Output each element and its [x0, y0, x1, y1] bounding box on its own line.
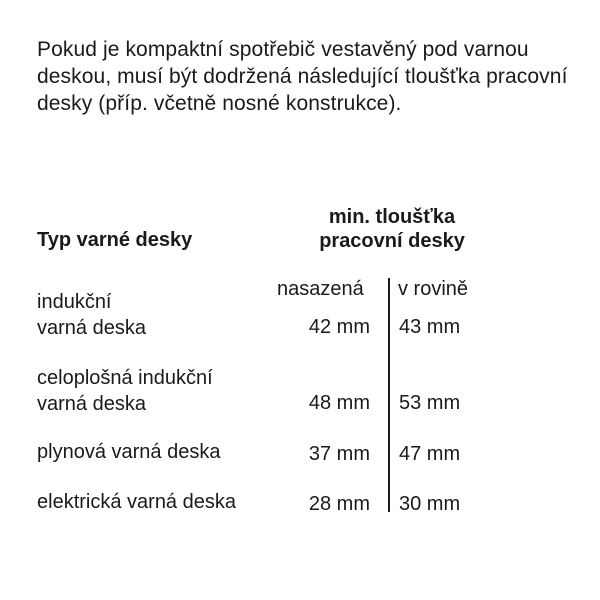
column-header-inset: nasazená — [277, 278, 364, 300]
value-electric-flush: 30 mm — [399, 493, 461, 515]
row-label-line2: varná deska — [37, 393, 146, 415]
row-label-line1: indukční — [37, 291, 112, 313]
row-label-gas: plynová varná deska — [37, 441, 221, 463]
thickness-heading-line2: pracovní desky — [319, 230, 465, 252]
value-gas-flush: 47 mm — [399, 443, 461, 465]
thickness-heading-line1: min. tloušťka — [328, 206, 456, 228]
row-label-line1: celoplošná indukční — [37, 367, 213, 389]
intro-paragraph: Pokud je kompaktní spotřebič vestavěný pod varnou deskou, musí být dodržená následující tloušťka pracovní desky (příp. včetně nosné konstrukce). — [37, 38, 568, 115]
row-label-induction — [37, 289, 146, 341]
column-divider — [388, 278, 390, 512]
thickness-heading — [292, 205, 492, 253]
value-induction-inset: 42 mm — [308, 316, 370, 338]
value-full-induction-inset: 48 mm — [308, 392, 370, 414]
column-header-flush: v rovině — [398, 278, 469, 300]
value-gas-inset: 37 mm — [308, 443, 370, 465]
row-label-electric: elektrická varná deska — [37, 491, 236, 513]
value-electric-inset: 28 mm — [308, 493, 370, 515]
row-label-full-induction — [37, 365, 213, 417]
type-heading: Typ varné desky — [37, 229, 193, 251]
row-label-line2: varná deska — [37, 317, 146, 339]
value-full-induction-flush: 53 mm — [399, 392, 461, 414]
value-induction-flush: 43 mm — [399, 316, 461, 338]
